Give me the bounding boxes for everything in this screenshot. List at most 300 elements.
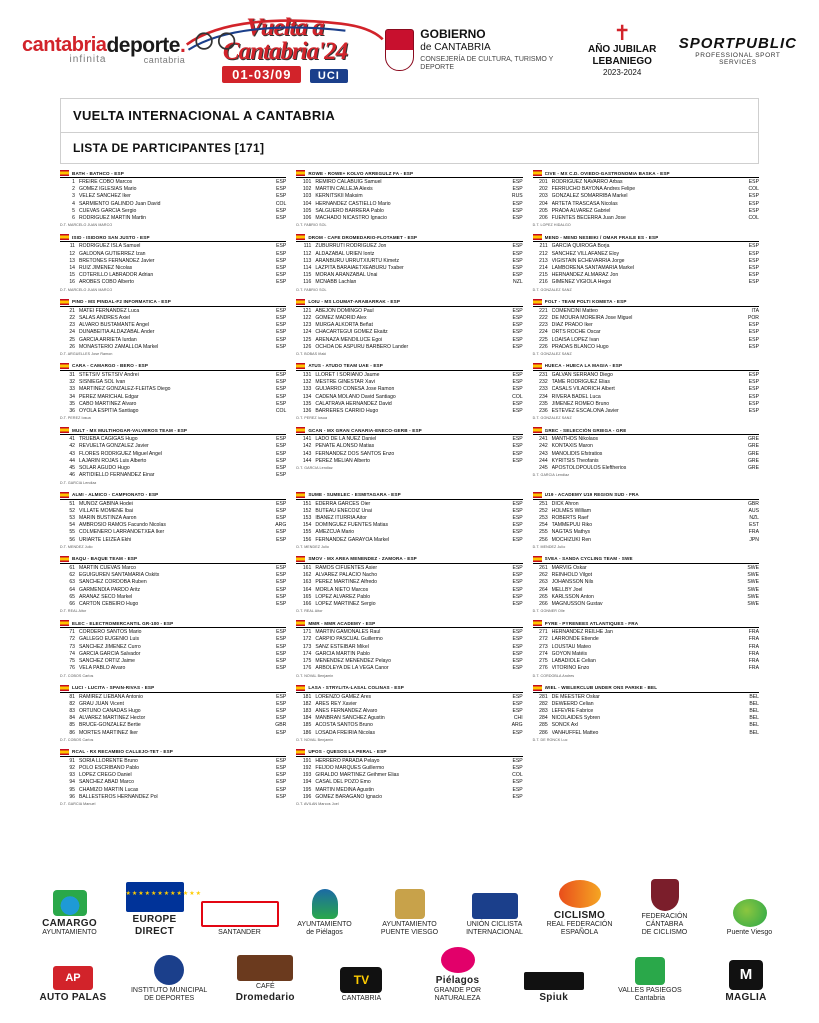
rider-name: GOMEZ MADRID Alex: [315, 314, 367, 321]
rider-row: [533, 658, 759, 665]
rider-row: [296, 758, 522, 765]
rider-list: [296, 243, 522, 286]
rider-number: 123: [302, 322, 312, 329]
deporte-logo-dot: .: [179, 34, 186, 57]
rider-number: 126: [302, 343, 312, 350]
team-director: D.T. REAL Aitor: [60, 609, 87, 614]
team-name: ROWE - ROWE+ KOLVO ARREGULZ FA - ESP: [308, 170, 414, 176]
rider-nationality: ESP: [276, 507, 287, 514]
teams-grid: [60, 170, 759, 813]
rider-row: [60, 472, 286, 479]
rider-row: [296, 787, 522, 794]
rider-nationality: ESP: [276, 243, 287, 250]
rider-name: HERNANDEZ REILHE Jan: [551, 629, 613, 636]
rider-row: [533, 193, 759, 200]
team-director: D.T. COBOS Carlos: [60, 673, 94, 678]
rider-number: 151: [302, 500, 312, 507]
rider-row: [60, 694, 286, 701]
pielagos-shield-icon: [312, 889, 338, 919]
rider-name: PRADA ALVAREZ Gabriel: [551, 207, 611, 214]
team-director: D.T. MENDEZ Julio: [532, 544, 566, 549]
rider-number: 102: [302, 186, 312, 193]
rider-number: 212: [539, 250, 548, 257]
rider-row: [60, 529, 286, 536]
rider-name: AMBROSIO RAMOS Facundo Nicolas: [79, 522, 166, 529]
team-block: [296, 299, 522, 356]
rider-number: 131: [302, 371, 312, 378]
rider-number: 235: [539, 400, 548, 407]
team-header: [533, 556, 759, 564]
rider-nationality: ESP: [748, 207, 759, 214]
rider-name: OCHOA DE ASPURU BÁRBERO Lander: [315, 343, 409, 350]
rider-number: 265: [539, 593, 548, 600]
rider-row: [60, 465, 286, 472]
rider-name: BUTEAU ENECOIZ Unai: [315, 507, 372, 514]
rider-row: [533, 408, 759, 415]
team-header: [60, 170, 286, 178]
team-director: D.T. CORDOBLA Andres: [532, 673, 575, 678]
team-director: D.T. FABRIO SOL: [296, 223, 327, 228]
rider-number: 194: [302, 779, 312, 786]
rider-nationality: SWE: [747, 579, 759, 586]
rider-row: [60, 765, 286, 772]
rider-list: [60, 436, 286, 479]
rider-row: [296, 572, 522, 579]
rider-name: GOMEZ IGLESIAS Mario: [79, 186, 137, 193]
rider-number: 84: [69, 715, 75, 722]
rider-row: [296, 265, 522, 272]
rider-number: 143: [302, 450, 312, 457]
rider-name: ALVAREZ MARTINEZ Hector: [79, 715, 146, 722]
team-director: D.T. MARCELO JUAN MARCO: [60, 223, 113, 228]
team-director: D.T. DE RONCK Luc: [532, 737, 568, 742]
rider-name: ARBOLEYA DE LA VEGA Canor: [315, 665, 389, 672]
rider-nationality: ESP: [748, 257, 759, 264]
team-block: [60, 685, 286, 742]
rider-number: 264: [539, 586, 548, 593]
rider-list: [60, 694, 286, 737]
rider-name: BRUCE-GONZALEZ Bertie: [79, 722, 141, 729]
rider-name: RAMOS CIFUENTES Asier: [315, 564, 378, 571]
rider-row: [60, 193, 286, 200]
rider-number: 173: [302, 643, 312, 650]
rider-number: 186: [302, 729, 312, 736]
rider-name: KERNITSKII Maksim: [315, 193, 363, 200]
rider-name: LAMBORENA SANTAMARIA Markel: [551, 264, 634, 271]
rider-nationality: ESP: [512, 450, 523, 457]
rider-name: NICOLAIDES Sybren: [551, 715, 601, 722]
rider-name: REMIRO CALABUIG Samuel: [315, 179, 382, 185]
spiuk-icon: [524, 972, 584, 990]
flag-icon: [296, 234, 305, 240]
rider-number: 43: [69, 450, 75, 457]
rider-number: 112: [303, 250, 312, 257]
team-block: [533, 556, 759, 613]
rider-nationality: ESP: [276, 193, 287, 200]
sponsor-santander: [200, 901, 279, 937]
rider-number: 24: [69, 329, 75, 336]
team-name: ATUS - ATUDO TEAM UAE - ESP: [308, 363, 383, 369]
sponsor-row-1: [30, 879, 789, 937]
rider-nationality: ESP: [512, 243, 523, 250]
rider-name: TAMMEPUU Riko: [551, 522, 593, 529]
rider-number: 182: [302, 700, 312, 707]
team-block: [60, 170, 286, 227]
team-header: [60, 620, 286, 628]
dromedario-icon: [237, 955, 293, 981]
page-header: [0, 0, 819, 92]
rider-number: 1: [72, 179, 75, 185]
rider-number: 161: [302, 564, 312, 571]
rider-number: 236: [539, 408, 548, 415]
rider-nationality: ESP: [276, 215, 287, 222]
team-block: [296, 620, 522, 677]
uci-badge: UCI: [310, 69, 348, 83]
jubilar-line2: 2023-2024: [603, 67, 642, 77]
rider-name: MATEI FERNANDEZ Luca: [79, 307, 140, 314]
rider-number: 285: [539, 722, 548, 729]
rider-name: MAGNUSSON Gustav: [551, 600, 603, 607]
auto-palas-icon: AP: [53, 966, 93, 990]
rider-name: GARCIA QUIROGA Borja: [551, 243, 610, 250]
rider-name: MANOLIDIS Efstratios: [551, 450, 603, 457]
rider-row: [533, 537, 759, 544]
rider-name: PEÑATE ALONSO Matias: [315, 443, 375, 450]
sponsor-rfec: [540, 880, 619, 938]
team-director: D.T. FABRIO SOL: [296, 287, 327, 292]
rider-nationality: ESP: [276, 379, 287, 386]
rider-name: MELLBY Joel: [551, 586, 583, 593]
rider-name: MANTHOS Nikolaos: [551, 436, 599, 443]
rider-number: 191: [302, 757, 312, 764]
rider-row: [533, 565, 759, 572]
tv-icon: TV: [340, 967, 382, 993]
rider-name: APOSTOLOPOULOS Eleftherios: [551, 465, 627, 472]
rider-number: 141: [302, 436, 312, 443]
deporte-logo-subtext: cantabria: [143, 55, 186, 65]
flag-icon: [533, 620, 542, 626]
team-name: BATH - BATHCO - ESP: [72, 170, 124, 176]
flag-icon: [60, 299, 69, 305]
rider-name: ARTIDIELLO FERNÁNDEZ Einar: [79, 472, 155, 479]
rider-number: 216: [539, 279, 548, 286]
rider-name: BRETONES FERNANDEZ Javier: [79, 257, 155, 264]
rider-name: LORENZO GAMEZ Ares: [315, 693, 372, 700]
rider-row: [533, 201, 759, 208]
rider-name: RUIZ JIMENEZ Nicolas: [79, 264, 133, 271]
cyclist-swoosh-icon: [185, 12, 384, 58]
team-name: UPOS - QUESOS LA PERAL - ESP: [308, 749, 387, 755]
rider-nationality: ARG: [511, 722, 523, 729]
rider-nationality: ESP: [276, 179, 287, 185]
gobierno-line1: GOBIERNO: [420, 27, 486, 42]
rider-row: [60, 372, 286, 379]
page-title: VUELTA INTERNACIONAL A CANTABRIA: [61, 99, 758, 133]
sponsor-label: AYUNTAMIENTO: [382, 921, 437, 929]
team-block: [296, 749, 522, 806]
rider-name: VIGISTAIN ECHEVARRIA Jorge: [551, 257, 625, 264]
team-header: [296, 427, 522, 435]
rider-name: SONCK Axl: [551, 722, 578, 729]
rider-nationality: ESP: [512, 207, 523, 214]
rider-name: FERNANDEZ DOS SANTOS Enzo: [315, 450, 395, 457]
rider-number: 275: [539, 658, 548, 665]
rider-list: [533, 372, 759, 415]
rider-row: [296, 629, 522, 636]
rider-nationality: ESP: [512, 579, 523, 586]
rider-row: [533, 186, 759, 193]
rider-name: ALDAZABAL URIEN Iontz: [315, 250, 375, 257]
rider-number: 61: [69, 564, 75, 571]
rider-number: 114: [303, 264, 312, 271]
rider-nationality: GRE: [747, 436, 759, 443]
rider-nationality: COL: [275, 200, 287, 207]
rider-nationality: ESP: [276, 272, 287, 279]
rider-number: 12: [69, 250, 75, 257]
rider-name: MENENDEZ MENENDEZ Pelayo: [315, 658, 391, 665]
rider-row: [60, 451, 286, 458]
sponsor-label: CICLISMO: [553, 909, 606, 921]
rider-name: BARRERES CARRIO Hugo: [315, 408, 379, 415]
rider-number: 221: [539, 307, 548, 314]
rider-nationality: ESP: [512, 629, 523, 636]
rider-nationality: ESP: [748, 193, 759, 200]
team-name: MULT - MX MULTIHOGAR-VALVEROS TEAM - ESP: [72, 427, 188, 433]
rider-nationality: ESP: [748, 400, 759, 407]
rider-number: 96: [69, 793, 75, 800]
rider-number: 271: [539, 629, 548, 636]
rider-list: [533, 565, 759, 608]
rider-name: MARTINEZ GONZALEZ-FLEITAS Diego: [79, 386, 171, 393]
rider-row: [60, 522, 286, 529]
rider-row: [533, 644, 759, 651]
team-name: SVEA - SANDA CYCLING TEAM - SWE: [544, 556, 633, 562]
rider-row: [60, 708, 286, 715]
rider-row: [60, 179, 286, 186]
rider-number: 34: [69, 393, 75, 400]
rider-nationality: ESP: [276, 371, 287, 378]
rider-number: 203: [539, 193, 548, 200]
race-title-line2: Cantabria'24: [222, 38, 348, 65]
rider-name: CHAMIZO MARTIN Lucas: [79, 786, 139, 793]
rider-name: MANBRAN SANCHEZ Agustin: [315, 715, 385, 722]
sponsor-puente-viesgo: [710, 899, 789, 937]
team-name: HUECA - HUECA LA MAGIA - ESP: [544, 363, 623, 369]
rider-number: 32: [69, 379, 75, 386]
rider-row: [296, 179, 522, 186]
rider-number: 155: [302, 529, 312, 536]
rider-number: 64: [69, 586, 75, 593]
team-header: [296, 170, 522, 178]
rider-name: FERRUCHO BAYONA Andres Felipe: [551, 186, 636, 193]
rider-row: [533, 344, 759, 351]
team-header: [296, 492, 522, 500]
rider-nationality: ESP: [512, 529, 523, 536]
rider-list: [533, 179, 759, 222]
rider-list: [296, 372, 522, 415]
rider-nationality: BEL: [749, 729, 759, 736]
rider-row: [296, 715, 522, 722]
rider-list: [60, 629, 286, 672]
rider-row: [60, 458, 286, 465]
rider-number: 2: [72, 186, 75, 193]
rider-nationality: FRA: [748, 643, 759, 650]
team-header: [296, 299, 522, 307]
rider-name: ACOSTA SANTOS Bruno: [315, 722, 373, 729]
rider-row: [533, 587, 759, 594]
valles-pasiegos-icon: [635, 957, 665, 985]
sponsor-sublabel: DE CICLISMO: [641, 929, 688, 937]
rider-row: [296, 537, 522, 544]
flag-icon: [296, 556, 305, 562]
rider-name: LOAISA LOPEZ Ivan: [551, 336, 599, 343]
rider-nationality: FRA: [748, 650, 759, 657]
rider-number: 62: [69, 572, 75, 579]
rider-nationality: ARG: [275, 522, 287, 529]
rider-number: 222: [539, 314, 548, 321]
rider-name: JOHANSSON Nils: [551, 579, 594, 586]
rider-nationality: JPN: [749, 536, 759, 543]
rider-row: [60, 515, 286, 522]
team-name: RCAL - RX RECAMBIO CALLEJO-TET - ESP: [72, 749, 174, 755]
rider-nationality: ESP: [512, 436, 523, 443]
team-header: [533, 299, 759, 307]
rider-number: 166: [302, 600, 312, 607]
rider-number: 196: [302, 793, 312, 800]
rider-name: PRADAS BLANCO Hugo: [551, 343, 609, 350]
rider-row: [60, 386, 286, 393]
coat-of-arms-icon: [385, 29, 415, 71]
rider-name: ANES FERNANDEZ Alvaro: [315, 707, 378, 714]
rider-row: [60, 215, 286, 222]
team-name: LUCI - LUCITA - SPAIN-RIVAS - ESP: [72, 685, 155, 690]
rider-row: [533, 508, 759, 515]
rider-nationality: ESP: [276, 700, 287, 707]
rider-name: ALVAREZ PALACIO Nacho: [315, 572, 378, 579]
rider-row: [296, 258, 522, 265]
rider-row: [60, 787, 286, 794]
rider-name: GARCIA MARTIN Pablo: [315, 650, 370, 657]
rider-number: 21: [69, 307, 75, 314]
rider-row: [296, 308, 522, 315]
rider-name: DE MEESTER Oskar: [551, 693, 600, 700]
rider-name: GARCIA GARCIA Salvador: [79, 650, 141, 657]
team-header: [296, 620, 522, 628]
rider-number: 5: [72, 207, 75, 214]
rider-row: [533, 465, 759, 472]
rider-nationality: ESP: [748, 343, 759, 350]
rider-name: PEREZ MELIAN Alberto: [315, 457, 370, 464]
rider-list: [533, 501, 759, 544]
team-name: MEND - MEND NESBIKI / OMAR FRAILE ES - ESP: [544, 234, 659, 240]
rider-nationality: ESP: [276, 536, 287, 543]
rider-row: [296, 337, 522, 344]
rider-name: LAZPITA BARAIAETXEABURU Txaber: [315, 264, 404, 271]
rider-nationality: ESP: [276, 779, 287, 786]
rider-name: CADENA MOLANO David Santiago: [315, 393, 396, 400]
flag-icon: [533, 170, 542, 176]
rider-row: [60, 644, 286, 651]
team-name: DROM - CAFE DROMEDARIO-FLOTAMET - ESP: [308, 234, 418, 240]
rider-name: LOPEZ CREGO Daniel: [79, 772, 132, 779]
rider-number: 35: [69, 400, 75, 407]
rider-nationality: GBR: [275, 722, 287, 729]
rider-nationality: ESP: [276, 393, 287, 400]
rider-row: [533, 179, 759, 186]
rider-name: GRAU JUAN Vicent: [79, 700, 124, 707]
sponsor-imd: [126, 955, 212, 1003]
rider-list: [296, 436, 522, 465]
rider-number: 274: [539, 650, 548, 657]
rider-name: MONASTERIO ZAMALLOA Markel: [79, 343, 159, 350]
rider-name: FREIRE COBO Marcos: [79, 179, 133, 185]
rider-number: 202: [539, 186, 548, 193]
rider-name: VITORINO Enzo: [551, 665, 590, 672]
rider-row: [296, 372, 522, 379]
team-name: U19 - ACADEMY U19 REGION SUD - FRA: [544, 492, 639, 498]
team-name: LASA - STRYLITA-LASAL COLINAS - ESP: [308, 685, 404, 690]
rider-name: CALATRAVA HERNANDEZ David: [315, 400, 392, 407]
team-header: [296, 685, 522, 693]
rider-number: 66: [69, 600, 75, 607]
rider-number: 85: [69, 722, 75, 729]
rider-nationality: ESP: [512, 250, 523, 257]
rider-name: SOLAR AGUDO Hugo: [79, 465, 130, 472]
rider-name: ARES REY Xavier: [315, 700, 357, 707]
team-director: D.T. PEREZ Iosua: [60, 416, 91, 421]
rider-nationality: ESP: [276, 564, 287, 571]
rider-row: [60, 208, 286, 215]
flag-icon: [533, 492, 542, 498]
rider-row: [60, 265, 286, 272]
team-director: D.T. NOVAL Benjamin: [296, 673, 334, 678]
sponsor-label: SANTANDER: [218, 929, 261, 937]
rider-number: 54: [69, 522, 75, 529]
rider-nationality: ESP: [512, 400, 523, 407]
rider-name: ARANBURU URRUTXIURTU Kimetz: [315, 257, 400, 264]
rider-number: 72: [69, 636, 75, 643]
rider-nationality: COL: [748, 186, 759, 193]
sponsor-sublabel: de Piélagos: [306, 929, 343, 937]
team-header: [60, 299, 286, 307]
rider-row: [60, 772, 286, 779]
rider-number: 152: [302, 507, 312, 514]
rider-row: [296, 579, 522, 586]
team-header: [296, 556, 522, 564]
rider-name: MACHADO NICASTRO Ignacio: [315, 215, 387, 222]
team-director: D.T. LOPEZ HIDALGO: [532, 223, 571, 228]
rider-nationality: NZL: [749, 515, 759, 521]
rider-row: [533, 451, 759, 458]
rider-row: [533, 529, 759, 536]
rider-nationality: COL: [512, 393, 523, 400]
rider-nationality: ESP: [276, 786, 287, 793]
rider-nationality: ESP: [748, 279, 759, 286]
rider-row: [533, 394, 759, 401]
rider-nationality: BEL: [749, 707, 759, 714]
rider-number: 171: [302, 629, 312, 636]
team-director: D.T. GONNER Olle: [532, 609, 565, 614]
rider-nationality: ESP: [512, 593, 523, 600]
rider-row: [533, 272, 759, 279]
rider-row: [533, 636, 759, 643]
rider-name: KYRITSIS Theofanis: [551, 457, 599, 464]
rider-row: [533, 458, 759, 465]
rider-row: [533, 579, 759, 586]
rider-name: VELA PABLO Alvaro: [79, 665, 126, 672]
rider-row: [533, 665, 759, 672]
sponsor-label: AUTO PALAS: [39, 991, 107, 1003]
